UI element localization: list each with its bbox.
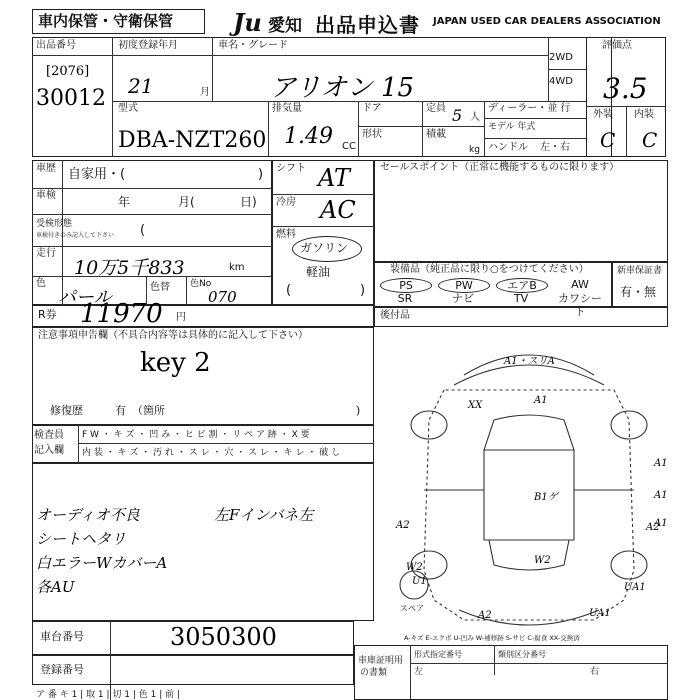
divider — [484, 101, 485, 157]
accept-type-note: 車検付きのみ記入して下さい — [36, 232, 115, 239]
equipment-item: PS — [380, 278, 432, 293]
mileage-value: 10万5千833 — [74, 257, 185, 279]
shape-label: 形状 — [362, 129, 382, 140]
fuel-open: ( — [286, 283, 292, 298]
spare-label: スペア — [400, 604, 424, 613]
aircon-label: 冷房 — [276, 197, 296, 208]
inspector-note: オーディオ不良 — [36, 506, 140, 524]
left-label: 左 — [414, 667, 424, 677]
capacity-value: 5 — [452, 106, 463, 125]
color-code: 070 — [208, 288, 237, 306]
equipment-item: PW — [438, 278, 490, 293]
kg-unit: kg — [469, 145, 480, 155]
first-reg-label: 初度登録年月 — [118, 40, 178, 51]
history-label: 車歴 — [36, 163, 56, 174]
damage-mark: A2 — [478, 610, 492, 621]
damage-mark: A1・スリA — [504, 356, 555, 367]
fuel-gas: ガソリン — [300, 241, 349, 255]
chassis-label: 車台番号 — [40, 630, 84, 643]
fuel-diesel: 軽油 — [306, 265, 331, 279]
damage-mark: U1 — [412, 576, 427, 587]
ju-logo: Ju — [233, 8, 262, 37]
selling-points-label: セールスポイント（正常に機能するものに限ります） — [380, 162, 620, 173]
proof-label: 車庫証明用 — [358, 656, 404, 666]
shift-value: AT — [318, 164, 351, 192]
color-code-label: 色No — [190, 279, 212, 289]
divider — [626, 106, 627, 157]
handle-label: ハンドル — [488, 142, 528, 153]
repair-history-value: 有 — [115, 404, 126, 417]
car-name-label: 車名・グレード — [218, 40, 288, 51]
divider — [422, 101, 423, 157]
divider — [32, 214, 272, 215]
divider — [32, 188, 272, 189]
shift-label: シフト — [276, 163, 306, 174]
inspector-label-1: 検査員 — [34, 430, 64, 441]
inspector-note: 白エラーWカバーA — [36, 554, 168, 572]
inspector-row-1: F W ・ キ ズ ・ 凹 み ・ ヒ ビ 割 ・ リ ペ ア 跡 ・ X 要 — [82, 430, 310, 440]
form-subtitle: JAPAN USED CAR DEALERS ASSOCIATION — [433, 16, 661, 27]
equipment-item: TV — [513, 292, 529, 305]
history-value: 自家用・( — [68, 167, 126, 182]
listing-number: 30012 — [36, 86, 106, 111]
load-label: 積載 — [426, 129, 446, 140]
color-label: 色 — [36, 278, 46, 289]
storage-label: 車内保管・守衛保管 — [38, 12, 174, 30]
drive-2wd: 2WD — [549, 52, 573, 63]
damage-mark: A1 — [654, 518, 668, 529]
notes-label: 注意事項申告欄（不具合内容等は具体的に記入して下さい） — [38, 330, 308, 341]
listing-number-label: 出品番号 — [36, 40, 76, 51]
exterior-label: 外装 — [593, 109, 613, 120]
equipment-label: 装備品（純正品に限り○をつけてください） — [390, 264, 589, 275]
repair-history-place: （箇所 — [132, 404, 165, 417]
right-label: 右 — [590, 667, 600, 677]
registration-label: 登録番号 — [40, 663, 84, 676]
divider — [494, 645, 495, 675]
mileage-label: 走行 — [36, 248, 56, 259]
warranty-label: 新車保証書 — [617, 266, 663, 276]
aircon-value: AC — [320, 196, 356, 224]
warranty-options: 有・無 — [620, 285, 657, 299]
divider — [358, 101, 359, 157]
later-parts-label: 後付品 — [380, 310, 410, 321]
divider — [212, 37, 213, 101]
inspection-day-unit: 日) — [240, 195, 257, 209]
equipment-item: カワシート — [558, 292, 602, 318]
damage-mark: A2 — [396, 520, 410, 531]
model-label: 型式 — [118, 103, 138, 114]
diagram-legend: A-キズ E-エクボ U-凹み W-補修跡 S-サビ C-腐食 XX-交換済 — [404, 634, 580, 642]
capacity-label: 定員 — [426, 103, 446, 114]
damage-mark: UA1 — [624, 582, 646, 593]
divider — [484, 118, 586, 119]
damage-mark: W2 — [406, 562, 423, 573]
inspector-note: シートヘタリ — [36, 530, 127, 548]
color-value: パール — [58, 287, 112, 308]
inspection-label: 車検 — [36, 190, 56, 201]
dealer-label: ディーラー・並 行 — [488, 103, 571, 114]
divider — [410, 645, 411, 700]
model-year-label: モデル 年式 — [488, 122, 536, 132]
door-label: ドア — [362, 103, 382, 114]
history-close: ) — [258, 167, 264, 182]
interior-grade: C — [642, 128, 658, 152]
equipment-item: SR — [397, 292, 413, 305]
inspector-note: 各AU — [36, 578, 75, 596]
class-number-label: 類別区分番号 — [498, 650, 546, 659]
damage-mark: XX — [468, 400, 483, 411]
diagram-marks — [384, 340, 674, 640]
form-title: 出品申込書 — [315, 13, 420, 37]
drive-4wd: 4WD — [549, 76, 573, 87]
damage-mark: A1 — [534, 395, 548, 406]
inspector-row-2: 内 装 ・ キ ズ ・ 汚 れ ・ ス レ ・ 穴 ・ ス レ ・ キ レ ・ 破 し — [82, 448, 341, 458]
type-designation-label: 形式指定番号 — [414, 650, 462, 659]
divider — [272, 194, 374, 195]
damage-mark: UA1 — [589, 608, 611, 619]
interior-label: 内装 — [634, 109, 654, 120]
divider — [358, 126, 422, 127]
inspector-label-2: 記入欄 — [34, 445, 64, 456]
divider — [410, 663, 668, 664]
car-name: アリオン 15 — [270, 73, 415, 103]
repair-history-close: ) — [356, 404, 361, 417]
divider — [422, 126, 484, 127]
person-unit: 人 — [470, 112, 480, 123]
score-label: 評価点 — [602, 40, 632, 51]
model-code: DBA-NZT260 — [118, 128, 267, 153]
bottom-strip: ア 番 キ 1 | 取 1 | 切 1 | 色 1 | 前 | — [36, 690, 180, 700]
fuel-close: ) — [360, 283, 366, 298]
divider — [272, 226, 374, 227]
fuel-label: 燃料 — [276, 229, 296, 240]
org-name: 愛知 — [268, 16, 302, 36]
chassis-number: 3050300 — [170, 623, 277, 651]
divider — [484, 138, 586, 139]
divider — [548, 69, 586, 70]
divider — [268, 101, 269, 157]
later-parts-frame — [374, 307, 668, 327]
damage-mark: B1ゲ — [534, 492, 558, 503]
divider — [32, 246, 272, 247]
equipment-item: エアB — [496, 278, 548, 293]
damage-mark: A2 — [646, 522, 660, 533]
color-change-label: 色替 — [150, 282, 170, 293]
recycle-value: 11970 — [80, 299, 163, 329]
inspector-note: 左Fインバネ左 — [214, 506, 314, 524]
listing-bracket-number: [2076] — [46, 64, 90, 79]
equipment-item: AW — [571, 278, 589, 291]
accept-type-label: 受検形態 — [36, 219, 73, 229]
first-reg-month-unit: 月 — [200, 87, 210, 98]
divider — [186, 276, 187, 305]
divider — [32, 55, 548, 56]
score-value: 3.5 — [603, 72, 648, 105]
inspection-month-unit: 月( — [178, 195, 195, 209]
notes-text: key 2 — [140, 348, 211, 378]
equipment-item: ナビ — [452, 292, 474, 305]
displacement-value: 1.49 — [284, 124, 333, 149]
damage-mark: A1 — [654, 490, 668, 501]
repair-history-label: 修復歴 — [50, 404, 83, 417]
proof-label-2: の書類 — [360, 668, 388, 678]
divider — [112, 101, 586, 102]
inspector-notes — [34, 498, 370, 618]
yen-unit: 円 — [176, 312, 186, 323]
handle-options: 左・右 — [540, 142, 570, 153]
accept-type-open: ( — [140, 223, 146, 238]
first-reg-year: 21 — [128, 74, 154, 98]
inspection-year-unit: 年 — [118, 195, 131, 209]
recycle-label: R券 — [38, 308, 57, 321]
damage-mark: A1 — [654, 458, 668, 469]
cc-unit: CC — [342, 141, 356, 152]
damage-mark: W2 — [534, 555, 551, 566]
exterior-grade: C — [600, 128, 616, 152]
divider — [78, 425, 79, 463]
km-unit: km — [229, 262, 245, 273]
displacement-label: 排気量 — [272, 103, 302, 114]
divider — [78, 443, 374, 444]
selling-points-frame — [374, 160, 668, 262]
